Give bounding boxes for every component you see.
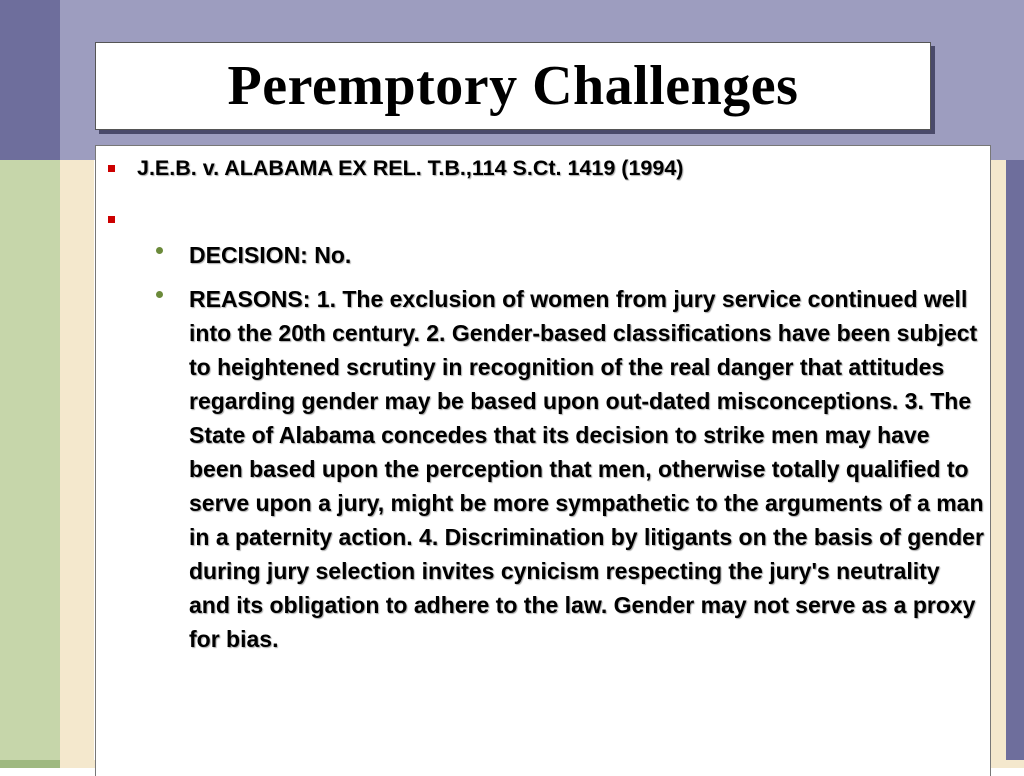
background-bottom-green-block	[0, 760, 60, 768]
sub-bullet-decision	[156, 238, 986, 272]
sub-bullet-text-reasons: REASONS: 1. The exclusion of women from jury service continued well into the 20th century. 2. Gender-based classifications have been subject to heightened scrutiny in recognition of the real danger that attitudes regarding gender may be based upon out-dated misconceptions. 3. The State of Alabama concedes that its decision to strike men may have been based upon the perception that men, otherwise totally qualified to serve upon a jury, might be more sympathetic to the arguments of a man in a paternity action. 4. Discrimination by litigants on the basis of gender during jury selection invites cynicism respecting the jury's neutrality and its obligation to adhere to the law. Gender may not serve as a proxy for bias.	[189, 286, 984, 652]
background-corner-block	[0, 0, 60, 160]
slide-content-box	[95, 145, 991, 776]
square-bullet-icon	[108, 216, 115, 223]
square-bullet-icon	[108, 165, 115, 172]
bullet-text-case: J.E.B. v. ALABAMA EX REL. T.B.,114 S.Ct. 1419 (1994)	[137, 156, 684, 180]
sub-bullet-list	[156, 238, 986, 666]
dot-bullet-icon	[156, 291, 163, 298]
background-left-cream-band	[60, 160, 94, 760]
bullet-item-empty	[108, 204, 137, 229]
background-right-cream-band	[990, 160, 1006, 768]
bullet-item-case	[108, 156, 683, 181]
sub-bullet-reasons	[156, 282, 986, 656]
background-right-purple-band	[1006, 160, 1024, 768]
slide-title: Peremptory Challenges	[227, 55, 799, 117]
slide-title-box	[95, 42, 931, 130]
background-left-green-band	[0, 160, 60, 760]
dot-bullet-icon	[156, 247, 163, 254]
sub-bullet-text-decision: DECISION: No.	[189, 242, 352, 268]
